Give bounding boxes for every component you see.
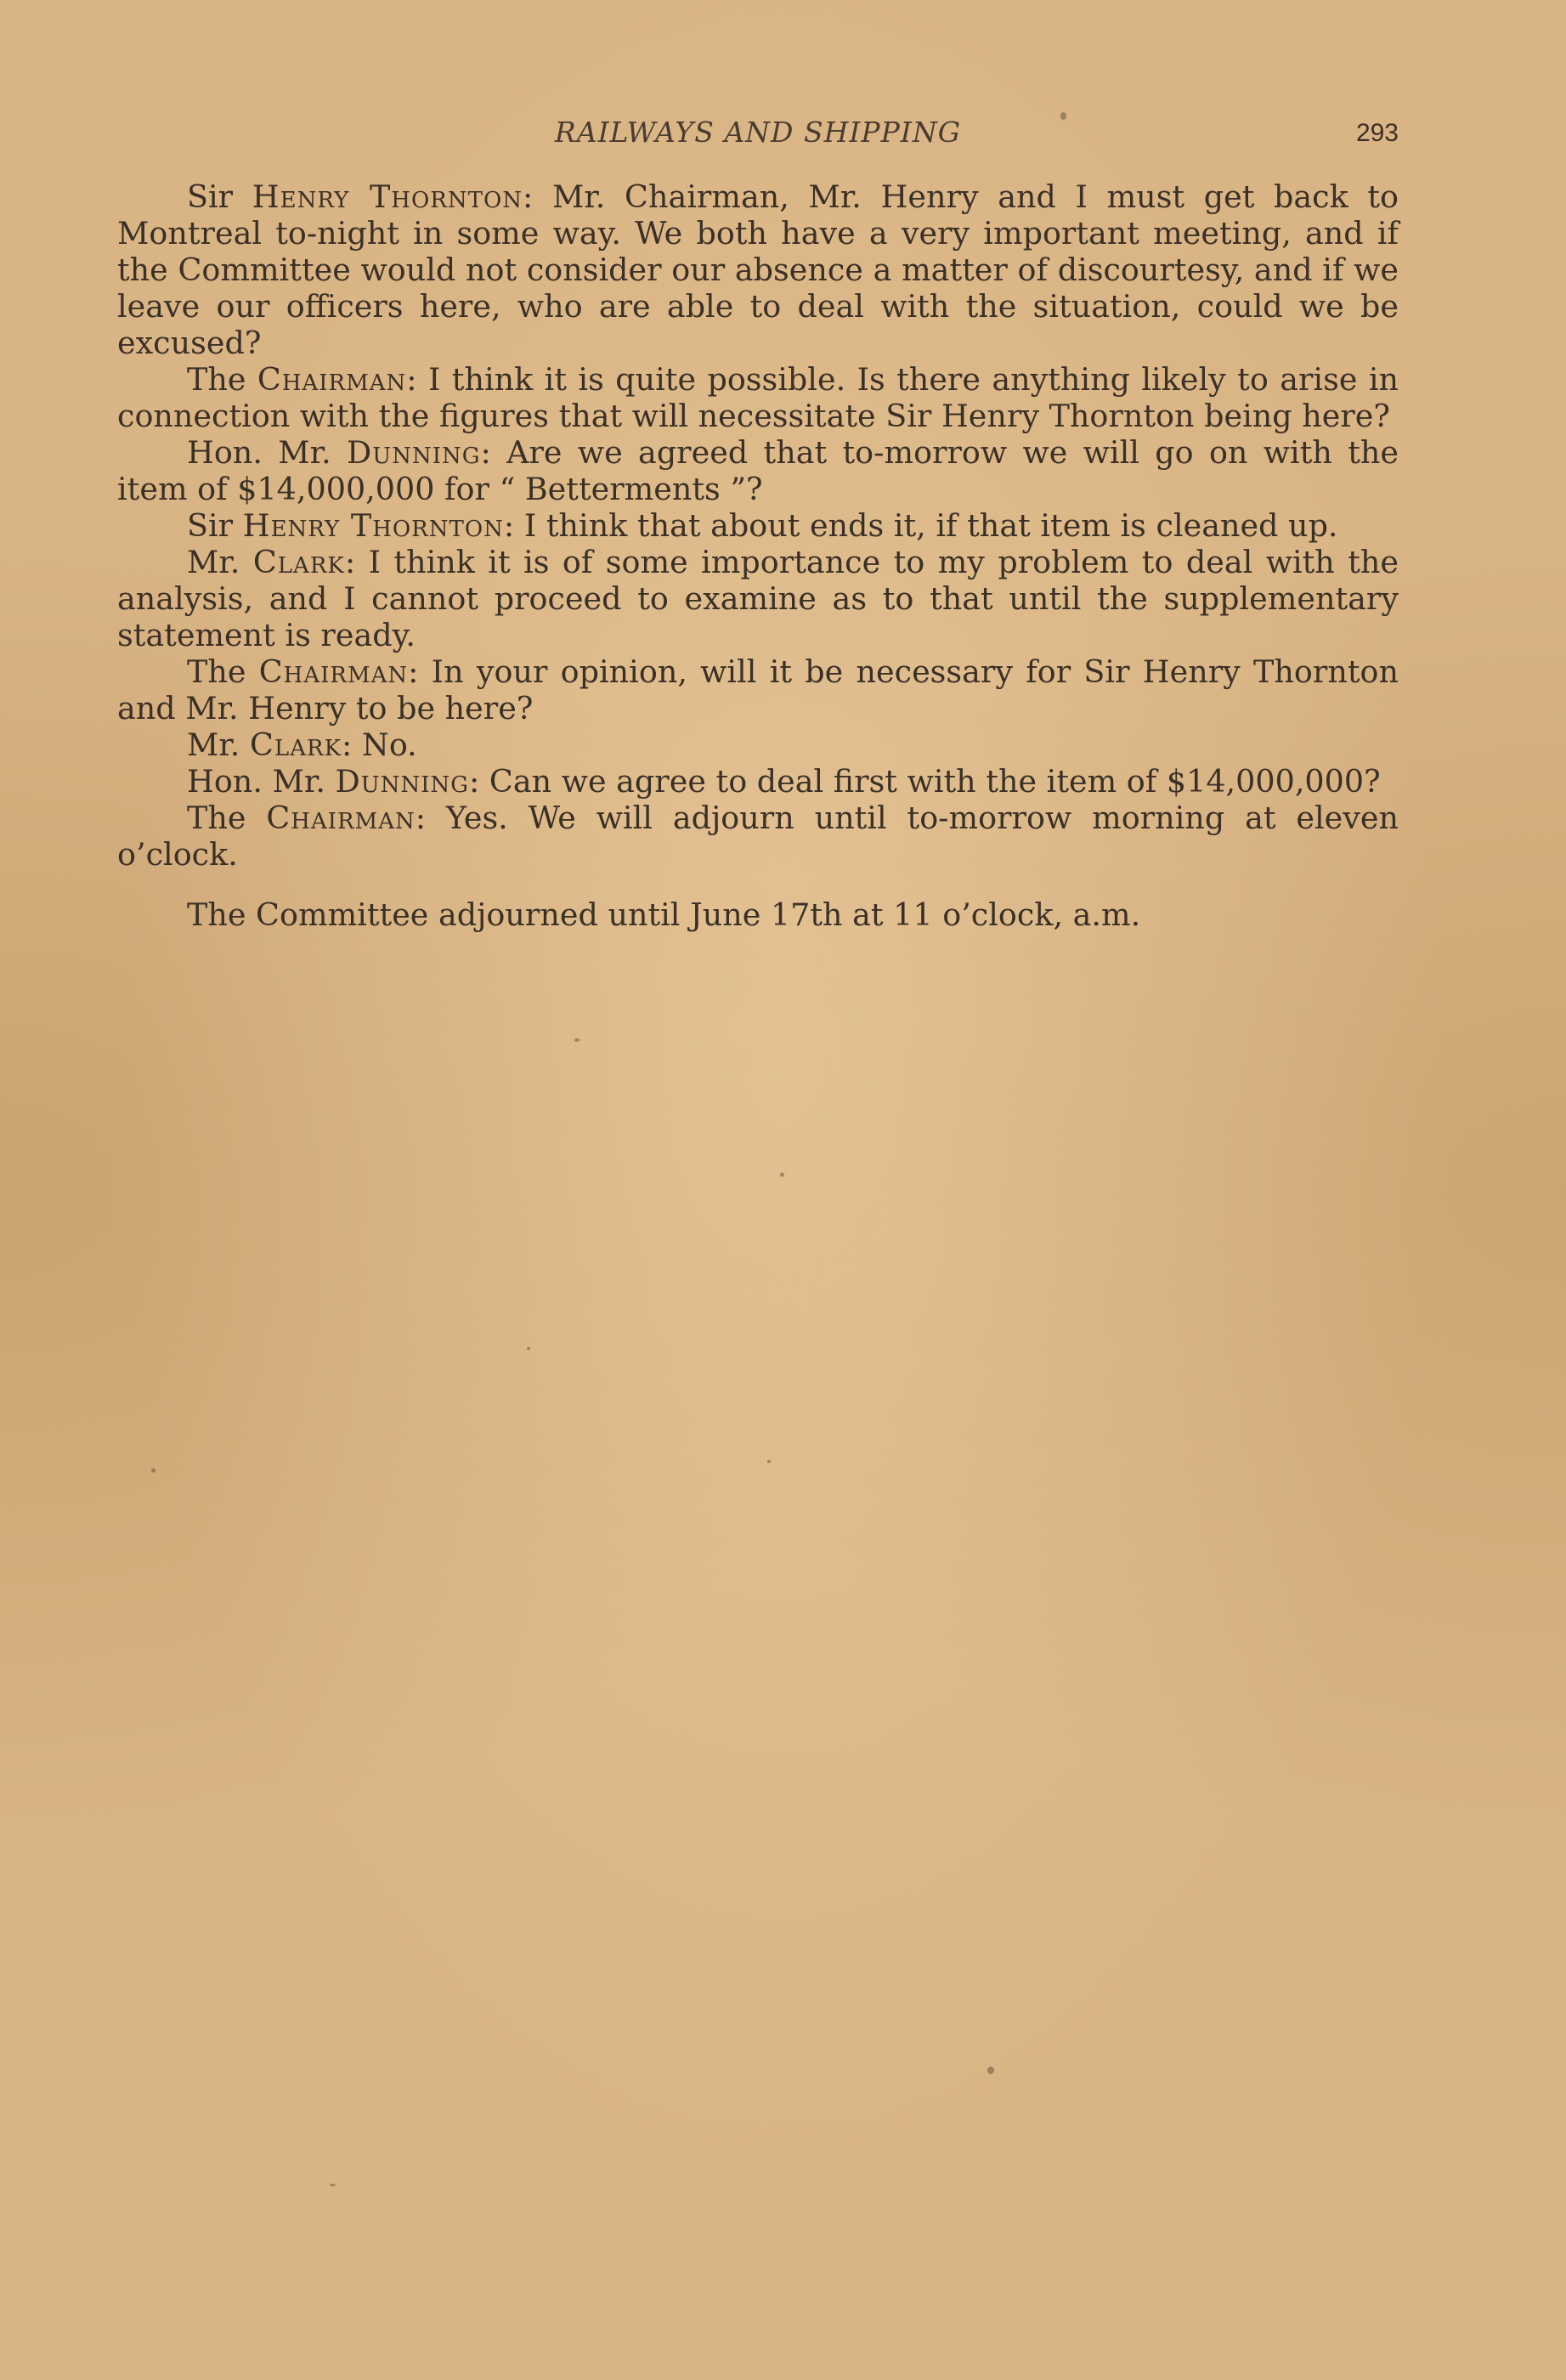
speaker-name: Chairman <box>258 653 409 690</box>
paper-speck <box>527 1347 530 1350</box>
transcript-paragraph <box>117 178 1399 361</box>
paper-speck <box>987 2066 994 2074</box>
speech-text: : No. <box>342 726 417 763</box>
paper-speck <box>1060 112 1066 120</box>
paper-speck <box>767 1460 771 1463</box>
page-number: 293 <box>1355 119 1399 147</box>
speech-text: : Mr. Chairman, Mr. Henry and I must get back to Montreal to-night in some way. We both have a very important meeting, and if the Committee would not consider our absence a matter of discourtesy, and if we leave our officers here, who are able to deal with the situation, could we be excused? <box>117 178 1399 361</box>
speaker-name: Henry Thornton <box>242 507 504 544</box>
paper-speck <box>574 1038 579 1042</box>
speech-text: : Are we agreed that to-morrow we will go on with the item of $14,000,000 for “ Betterments ”? <box>117 434 1399 507</box>
paper-speck <box>780 1173 784 1177</box>
speech-text: : I think it is quite possible. Is there anything likely to arise in connection with the figures that will necessitate Sir Henry Thornton being here? <box>117 361 1399 434</box>
speaker-prefix: The <box>187 800 246 836</box>
adjournment-note: The Committee adjourned until June 17th at 11 o’clock, a.m. <box>187 896 1141 933</box>
speaker-name: Chairman <box>257 361 407 398</box>
speech-text: : In your opinion, will it be necessary for Sir Henry Thornton and Mr. Henry to be here? <box>117 653 1399 726</box>
speech-text: : Yes. We will adjourn until to-morrow morning at eleven o’clock. <box>117 800 1399 873</box>
transcript-body <box>117 178 1399 933</box>
speech-text: : I think that about ends it, if that item is cleaned up. <box>503 507 1338 544</box>
speaker-name: Henry Thornton <box>252 178 523 215</box>
speaker-name: Clark <box>250 726 342 763</box>
transcript-paragraph <box>117 507 1399 544</box>
speaker-prefix: The <box>187 653 246 690</box>
speaker-prefix: Hon. Mr. <box>187 434 331 471</box>
transcript-paragraph <box>117 653 1399 726</box>
transcript-paragraph <box>117 544 1399 653</box>
transcript-paragraph <box>117 434 1399 507</box>
speaker-prefix: Mr. <box>187 726 240 763</box>
speaker-prefix: The <box>187 361 246 398</box>
transcript-paragraph <box>117 800 1399 873</box>
speaker-name: Dunning <box>347 434 481 471</box>
speaker-name: Dunning <box>335 763 470 800</box>
transcript-paragraph <box>117 361 1399 434</box>
running-head <box>117 116 1399 158</box>
paper-speck <box>151 1468 155 1473</box>
speech-text: : I think it is of some importance to my problem to deal with the analysis, and I cannot proceed to examine as to that until the supplementary statement is ready. <box>117 544 1399 653</box>
transcript-paragraph <box>117 763 1399 800</box>
speech-text: : Can we agree to deal first with the item of $14,000,000? <box>469 763 1381 800</box>
speaker-prefix: Mr. <box>187 544 240 580</box>
running-title: RAILWAYS AND SHIPPING <box>554 116 962 149</box>
speaker-prefix: Sir <box>187 178 234 215</box>
speaker-prefix: Hon. Mr. <box>187 763 325 800</box>
speaker-name: Chairman <box>266 800 416 836</box>
paper-speck <box>330 2184 336 2186</box>
speaker-prefix: Sir <box>187 507 234 544</box>
speaker-name: Clark <box>252 544 345 580</box>
transcript-paragraph <box>117 726 1399 763</box>
